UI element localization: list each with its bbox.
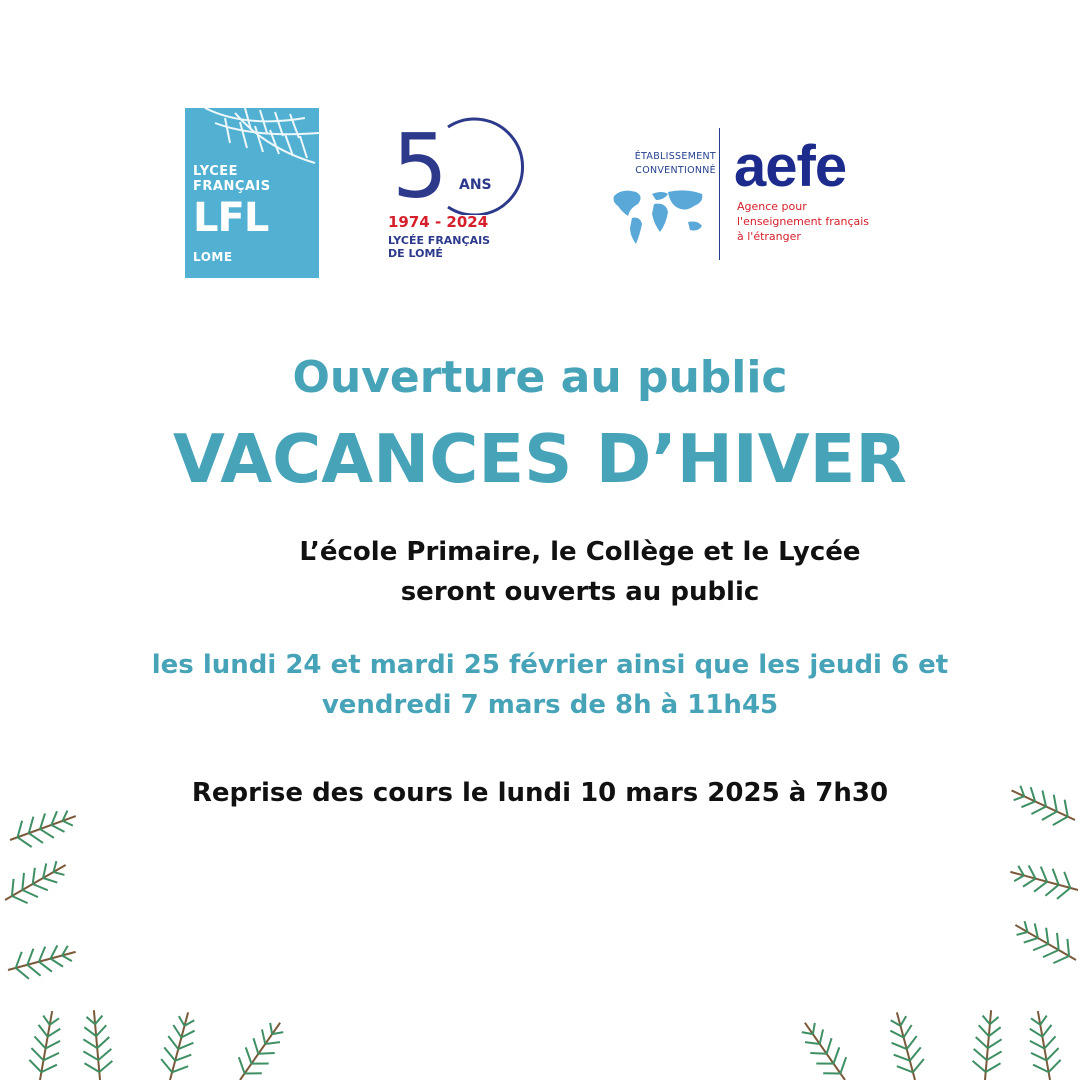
aefe-agency (737, 199, 869, 244)
page-title: VACANCES D’HIVER (172, 420, 908, 498)
world-map-icon (608, 186, 708, 248)
dates-line1: les lundi 24 et mardi 25 février ainsi que les jeudi 6 et (151, 650, 949, 680)
pine-branch-icon (1006, 780, 1080, 833)
pine-branch-icon (80, 1009, 114, 1080)
pine-branch-icon (971, 1009, 1005, 1080)
pine-branch-icon (1007, 858, 1080, 903)
lfl-city: LOME (193, 250, 233, 264)
aefe-wordmark: aefe (734, 134, 847, 199)
pine-branches-decoration (0, 780, 1080, 1080)
pine-branch-icon (1008, 913, 1080, 972)
lfl-text (193, 164, 271, 194)
pine-branch-icon (4, 938, 79, 983)
lfl-logo (185, 108, 319, 278)
aefe-etablissement (606, 150, 716, 178)
opening-dates (100, 645, 1000, 725)
aefe-etab-line2: CONVENTIONNÉ (635, 165, 716, 176)
pine-branch-icon (0, 853, 73, 912)
pine-branch-icon (156, 1009, 201, 1080)
pine-branch-icon (26, 1009, 66, 1080)
pine-branch-icon (883, 1009, 928, 1080)
lfl-line2: FRANÇAIS (193, 179, 271, 194)
anniversary-years: 1974 - 2024 (388, 213, 489, 231)
anniversary-school (388, 234, 490, 260)
schools-line1: L’école Primaire, le Collège et le Lycée (299, 537, 861, 567)
reprise-notice: Reprise des cours le lundi 10 mars 2025 à 7h30 (191, 778, 889, 808)
aefe-separator (719, 128, 720, 260)
lfl-line1: LYCEE (193, 164, 239, 179)
aefe-agency-line3: à l'étranger (737, 230, 801, 243)
anniversary-logo (386, 115, 526, 265)
pine-branch-icon (793, 1015, 856, 1080)
anniversary-ans: ANS (459, 177, 492, 193)
schools-line2: seront ouverts au public (400, 577, 760, 607)
subtitle: Ouverture au public (292, 352, 788, 403)
schools-notice (200, 532, 960, 612)
fifty-emblem-icon (386, 115, 526, 215)
lfl-mark: LFL (193, 195, 269, 241)
anniversary-line1: LYCÉE FRANÇAIS (388, 234, 491, 247)
dates-line2: vendredi 7 mars de 8h à 11h45 (321, 690, 779, 720)
aefe-logo (606, 120, 896, 265)
aefe-agency-line1: Agence pour (737, 200, 807, 213)
pine-branch-icon (1024, 1009, 1064, 1080)
pine-branch-icon (5, 803, 80, 853)
pine-branch-icon (229, 1015, 292, 1080)
aefe-agency-line2: l'enseignement français (737, 215, 870, 228)
anniversary-line2: DE LOMÉ (388, 247, 443, 260)
anniversary-number: 5 (392, 115, 448, 215)
aefe-etab-line1: ÉTABLISSEMENT (634, 151, 716, 162)
